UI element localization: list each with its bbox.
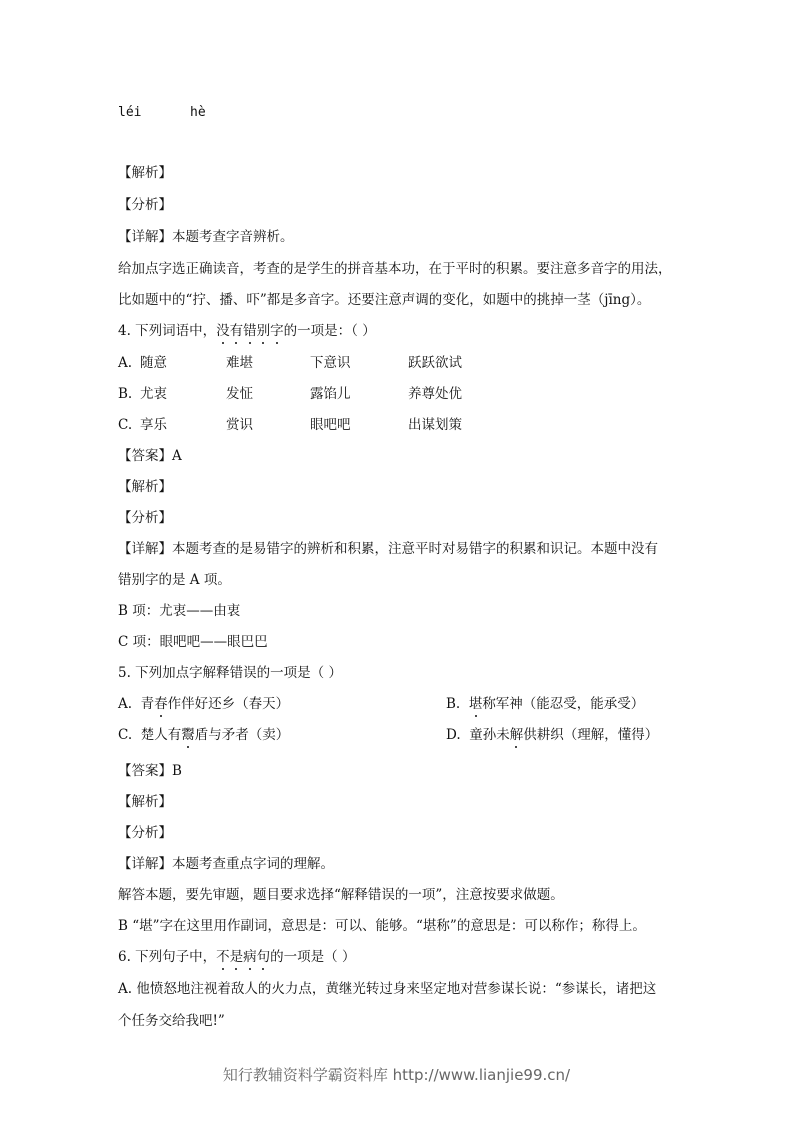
q5-option-d: D. 童孙未解供耕织（理解，懂得） bbox=[446, 727, 659, 743]
q3-fenxi: 【分析】 bbox=[118, 197, 172, 213]
q4-answer: 【答案】A bbox=[118, 448, 182, 464]
document-page: léi hè 【解析】 【分析】 【详解】本题考查字音辨析。 给加点字选正确读音，考查的是学生的拼音基本功，在于平时的积累。要注意多音字的用法， 比如题中的“拧、播、吓”都是多音字。还要注意声调的变化，如题中的挑掉一茎（jīng）。 4. 下列词语中，没有错别字的一项是：（ ） A. 随意 难堪 下意识 跃跃欲试 B. 尤衷 发怔 露馅儿 养尊处优 C. 享乐 赏识 眼吧吧 出谋划策 【答案】A 【解析】 【分析】 【详解】本题考查的是易错字的辨析和积累，注意平时对易错字的积累和识记。本题中没有 错别字的是 A 项。 B 项：尤衷——由衷 C 项：眼吧吧——眼巴巴 5. 下列加点字解释错误的一项是（ ） A. 青春作伴好还乡（春天） B. 堪称军神（能忍受，能承受） C. 楚人有鬻盾与矛者（卖） D. 童孙未解供耕织（理解，懂得） 【答案】B 【解析】 【分析】 【详解】本题考查重点字词的理解。 解答本题，要先审题，题目要求选择“解释错误的一项”，注意按要求做题。 B “堪”字在这里用作副词，意思是：可以、能够。“堪称”的意思是：可以称作；称得上。 6. 下列句子中，不是病句的一项是（ ） A. 他愤怒地注视着敌人的火力点，黄继光转过身来坚定地对营参谋长说：“参谋长，诸把这 个任务交给我吧!” 知行教辅资料学霸资料库 http://www.lianjie99.cn/ bbox=[0, 0, 793, 1122]
q5-paragraph-2: B “堪”字在这里用作副词，意思是：可以、能够。“堪称”的意思是：可以称作；称得上。 bbox=[118, 918, 646, 934]
footer-watermark: 知行教辅资料学霸资料库 http://www.lianjie99.cn/ bbox=[222, 1066, 571, 1084]
q4-stem: 4. 下列词语中，没有错别字的一项是：（ ） bbox=[118, 323, 376, 339]
q5-xiangjie: 【详解】本题考查重点字词的理解。 bbox=[118, 856, 334, 872]
q5-stem: 5. 下列加点字解释错误的一项是（ ） bbox=[118, 665, 342, 681]
q3-xiangjie: 【详解】本题考查字音辨析。 bbox=[118, 229, 294, 245]
q5-fenxi: 【分析】 bbox=[118, 825, 172, 841]
q4-xiangjie-2: 错别字的是 A 项。 bbox=[118, 572, 231, 588]
q4-xiangjie-1: 【详解】本题考查的是易错字的辨析和积累，注意平时对易错字的积累和识记。本题中没有 bbox=[118, 541, 658, 557]
q5-answer: 【答案】B bbox=[118, 763, 182, 779]
pinyin-he: hè bbox=[190, 105, 206, 120]
q5-option-a: A. 青春作伴好还乡（春天） bbox=[118, 696, 290, 712]
q4-c-note: C 项：眼吧吧——眼巴巴 bbox=[118, 634, 268, 650]
q6-stem: 6. 下列句子中，不是病句的一项是（ ） bbox=[118, 949, 356, 965]
q3-paragraph-1: 给加点字选正确读音，考查的是学生的拼音基本功，在于平时的积累。要注意多音字的用法， bbox=[118, 261, 672, 277]
pinyin-lei: léi bbox=[118, 105, 142, 120]
q5-option-b: B. 堪称军神（能忍受，能承受） bbox=[446, 696, 645, 712]
q5-option-c: C. 楚人有鬻盾与矛者（卖） bbox=[118, 727, 290, 743]
pinyin-row bbox=[118, 104, 206, 122]
q4-b-note: B 项：尤衷——由衷 bbox=[118, 603, 241, 619]
q4-fenxi: 【分析】 bbox=[118, 510, 172, 526]
q3-jiexi: 【解析】 bbox=[118, 165, 172, 181]
q4-jiexi: 【解析】 bbox=[118, 479, 172, 495]
q6-option-a-line-2: 个任务交给我吧!” bbox=[118, 1013, 225, 1029]
q5-paragraph-1: 解答本题，要先审题，题目要求选择“解释错误的一项”，注意按要求做题。 bbox=[118, 887, 564, 903]
q6-option-a-line-1: A. 他愤怒地注视着敌人的火力点，黄继光转过身来坚定地对营参谋长说：“参谋长，诸把这 bbox=[118, 981, 657, 997]
q3-paragraph-2: 比如题中的“拧、播、吓”都是多音字。还要注意声调的变化，如题中的挑掉一茎（jīng）。 bbox=[118, 292, 651, 308]
q5-jiexi: 【解析】 bbox=[118, 794, 172, 810]
